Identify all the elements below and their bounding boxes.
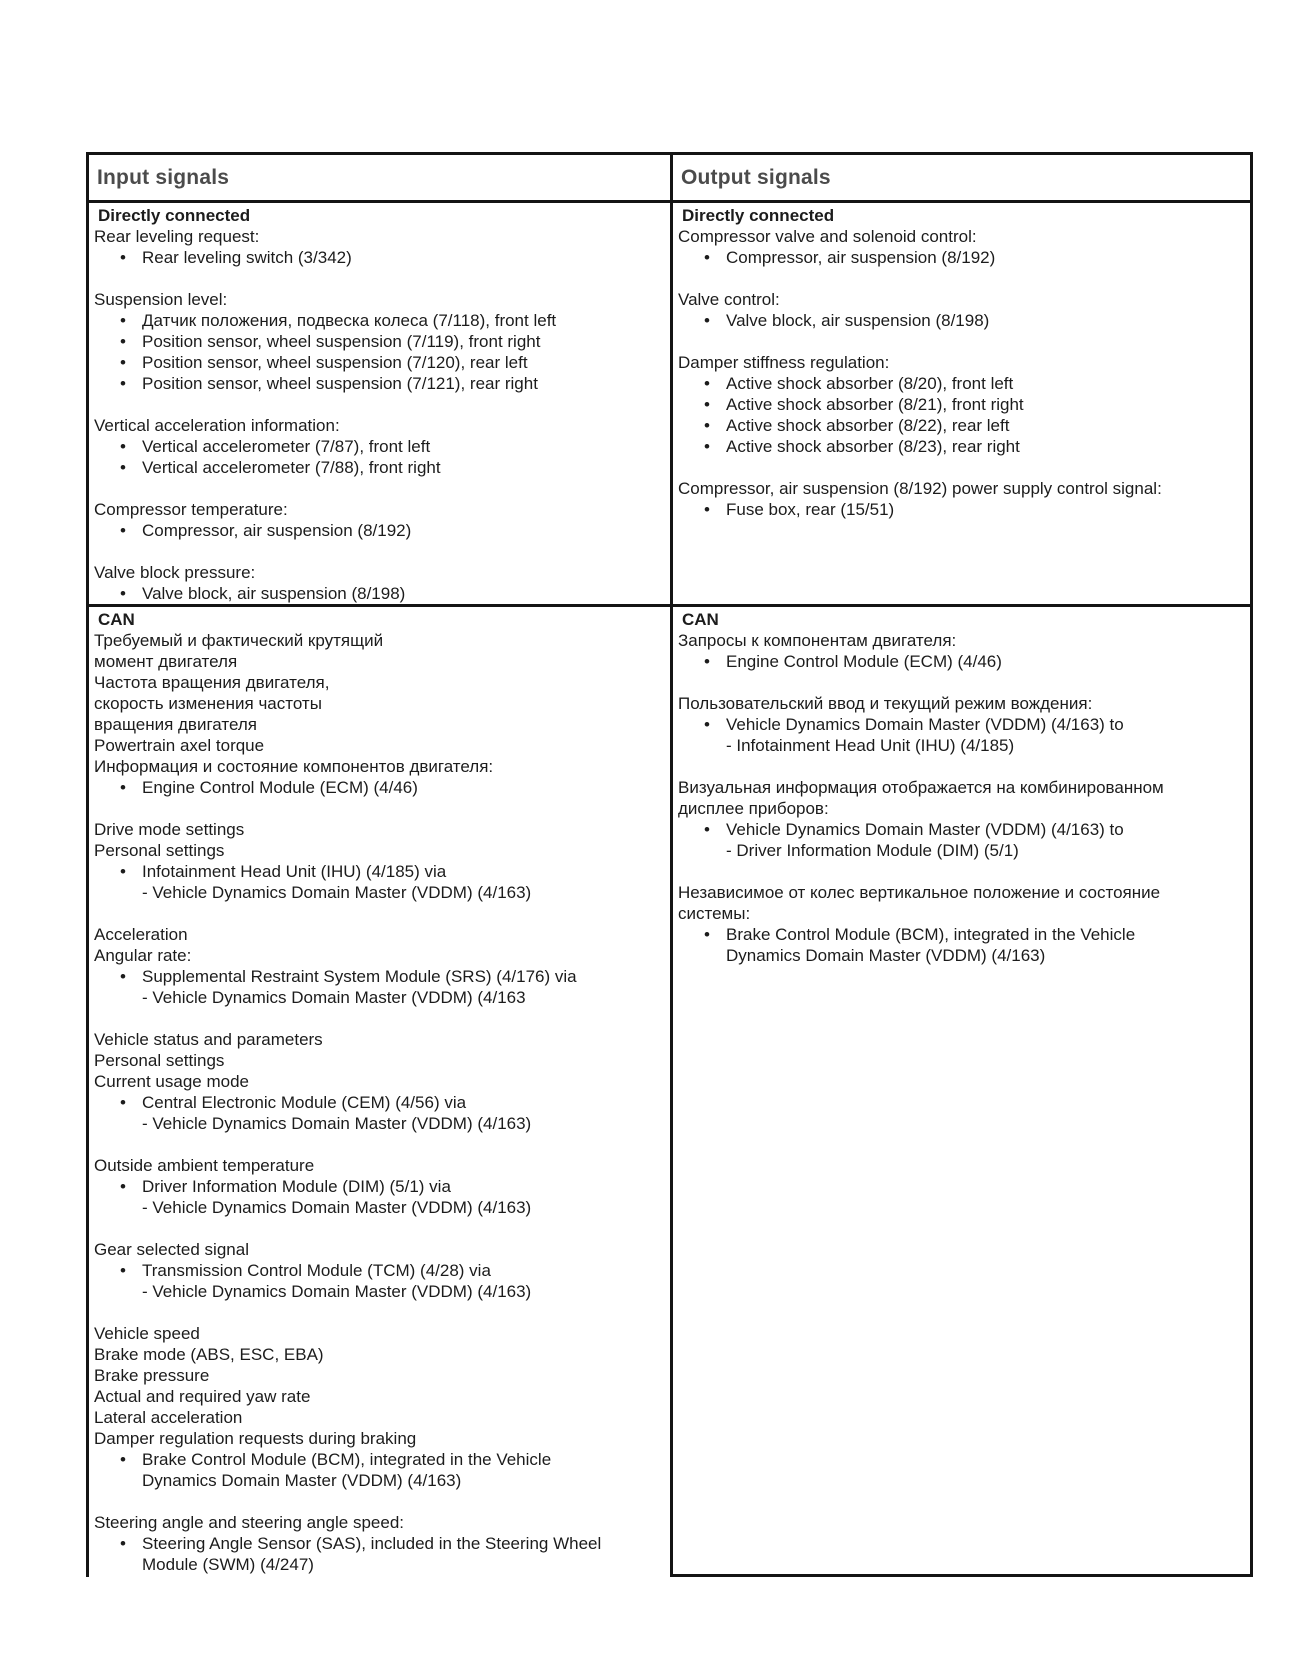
- continuation-line: Dynamics Domain Master (VDDM) (4/163): [726, 946, 1046, 965]
- text-line: вращения двигателя: [94, 715, 257, 734]
- text-line: Требуемый и фактический крутящий: [94, 631, 384, 650]
- text-line: Vertical acceleration information:: [94, 416, 340, 435]
- directly-connected-left-cell: [89, 203, 673, 604]
- bullet-item: • Active shock absorber (8/22), rear left: [673, 415, 1250, 436]
- spacer-line: [89, 541, 670, 562]
- sub-item: - Vehicle Dynamics Domain Master (VDDM) (4/163): [142, 1282, 532, 1301]
- spacer-line: [673, 672, 1250, 693]
- bullet-item: • Supplemental Restraint System Module (SRS) (4/176) via: [89, 966, 670, 987]
- bullet-item: • Steering Angle Sensor (SAS), included in the Steering Wheel: [89, 1533, 670, 1554]
- spacer-line: [673, 457, 1250, 478]
- bullet-item: • Vehicle Dynamics Domain Master (VDDM) (4/163) to: [673, 819, 1250, 840]
- text-line: Vehicle status and parameters: [94, 1030, 323, 1049]
- text-line: скорость изменения частоты: [94, 694, 322, 713]
- spacer-line: [89, 478, 670, 499]
- table-row-can: [89, 607, 1250, 1577]
- text-line: Brake mode (ABS, ESC, EBA): [94, 1345, 324, 1364]
- text-line: Частота вращения двигателя,: [94, 673, 330, 692]
- spacer-line: [89, 268, 670, 289]
- bullet-item: • Brake Control Module (BCM), integrated in the Vehicle: [673, 924, 1250, 945]
- spacer-line: [89, 394, 670, 415]
- text-line: Damper regulation requests during braking: [94, 1429, 417, 1448]
- text-line: Actual and required yaw rate: [94, 1387, 311, 1406]
- text-line: Compressor, air suspension (8/192) power supply control signal:: [678, 479, 1162, 498]
- sub-item: - Vehicle Dynamics Domain Master (VDDM) (4/163): [142, 1198, 532, 1217]
- bullet-item: • Valve block, air suspension (8/198): [89, 583, 670, 604]
- text-line: Compressor temperature:: [94, 500, 288, 519]
- bullet-item: • Central Electronic Module (CEM) (4/56) via: [89, 1092, 670, 1113]
- text-line: Steering angle and steering angle speed:: [94, 1513, 405, 1532]
- bullet-item: • Position sensor, wheel suspension (7/120), rear left: [89, 352, 670, 373]
- text-line: Vehicle speed: [94, 1324, 200, 1343]
- text-line: Suspension level:: [94, 290, 228, 309]
- section-heading: CAN: [98, 610, 135, 629]
- text-line: Personal settings: [94, 1051, 225, 1070]
- text-line: Запросы к компонентам двигателя:: [678, 631, 957, 650]
- bullet-item: • Active shock absorber (8/20), front left: [673, 373, 1250, 394]
- text-line: Current usage mode: [94, 1072, 249, 1091]
- bullet-item: • Active shock absorber (8/23), rear right: [673, 436, 1250, 457]
- spacer-line: [89, 1134, 670, 1155]
- text-line: Angular rate:: [94, 946, 192, 965]
- text-line: Независимое от колес вертикальное положение и состояние: [678, 883, 1161, 902]
- spacer-line: [89, 798, 670, 819]
- input-signals-header: Input signals: [89, 155, 673, 200]
- bullet-item: • Position sensor, wheel suspension (7/119), front right: [89, 331, 670, 352]
- text-line: Brake pressure: [94, 1366, 210, 1385]
- spacer-line: [673, 756, 1250, 777]
- signals-table: [86, 152, 1253, 1577]
- table-header-row: [89, 155, 1250, 203]
- bullet-item: • Engine Control Module (ECM) (4/46): [673, 651, 1250, 672]
- text-line: Gear selected signal: [94, 1240, 249, 1259]
- sub-item: - Infotainment Head Unit (IHU) (4/185): [726, 736, 1015, 755]
- section-heading: CAN: [682, 610, 719, 629]
- bullet-item: • Active shock absorber (8/21), front right: [673, 394, 1250, 415]
- sub-item: - Vehicle Dynamics Domain Master (VDDM) (4/163): [142, 1114, 532, 1133]
- spacer-line: [89, 903, 670, 924]
- text-line: момент двигателя: [94, 652, 238, 671]
- bullet-item: • Vehicle Dynamics Domain Master (VDDM) (4/163) to: [673, 714, 1250, 735]
- text-line: Compressor valve and solenoid control:: [678, 227, 977, 246]
- table-body: [89, 203, 1250, 1577]
- bullet-item: • Vertical accelerometer (7/87), front left: [89, 436, 670, 457]
- spacer-line: [89, 1008, 670, 1029]
- text-line: Rear leveling request:: [94, 227, 260, 246]
- text-line: дисплее приборов:: [678, 799, 829, 818]
- bullet-item: • Датчик положения, подвеска колеса (7/118), front left: [89, 310, 670, 331]
- text-line: Визуальная информация отображается на комбинированном: [678, 778, 1164, 797]
- spacer-line: [673, 861, 1250, 882]
- can-right-cell: [673, 607, 1250, 1577]
- bullet-item: • Transmission Control Module (TCM) (4/28) via: [89, 1260, 670, 1281]
- bullet-item: • Engine Control Module (ECM) (4/46): [89, 777, 670, 798]
- text-line: Lateral acceleration: [94, 1408, 243, 1427]
- sub-item: - Vehicle Dynamics Domain Master (VDDM) (4/163): [142, 883, 532, 902]
- bullet-item: • Fuse box, rear (15/51): [673, 499, 1250, 520]
- spacer-line: [673, 331, 1250, 352]
- directly-connected-right-cell: [673, 203, 1250, 604]
- bullet-item: • Compressor, air suspension (8/192): [673, 247, 1250, 268]
- text-line: Powertrain axel torque: [94, 736, 265, 755]
- text-line: Пользовательский ввод и текущий режим вождения:: [678, 694, 1093, 713]
- text-line: Valve control:: [678, 290, 780, 309]
- bullet-item: • Position sensor, wheel suspension (7/121), rear right: [89, 373, 670, 394]
- bullet-item: • Compressor, air suspension (8/192): [89, 520, 670, 541]
- spacer-line: [89, 1491, 670, 1512]
- text-line: Damper stiffness regulation:: [678, 353, 890, 372]
- bullet-item: • Vertical accelerometer (7/88), front right: [89, 457, 670, 478]
- section-heading: Directly connected: [98, 206, 251, 225]
- sub-item: - Driver Information Module (DIM) (5/1): [726, 841, 1019, 860]
- can-left-cell: [89, 607, 673, 1577]
- sub-item: - Vehicle Dynamics Domain Master (VDDM) (4/163: [142, 988, 526, 1007]
- bullet-item: • Rear leveling switch (3/342): [89, 247, 670, 268]
- text-line: Acceleration: [94, 925, 188, 944]
- bullet-item: • Driver Information Module (DIM) (5/1) via: [89, 1176, 670, 1197]
- table-row-directly-connected: [89, 203, 1250, 607]
- bullet-item: • Infotainment Head Unit (IHU) (4/185) via: [89, 861, 670, 882]
- spacer-line: [673, 268, 1250, 289]
- spacer-line: [89, 1302, 670, 1323]
- spacer-line: [89, 1218, 670, 1239]
- text-line: Valve block pressure:: [94, 563, 256, 582]
- output-signals-header: Output signals: [681, 165, 831, 189]
- text-line: Информация и состояние компонентов двигателя:: [94, 757, 494, 776]
- text-line: Drive mode settings: [94, 820, 245, 839]
- continuation-line: Dynamics Domain Master (VDDM) (4/163): [142, 1471, 462, 1490]
- text-line: системы:: [678, 904, 751, 923]
- section-heading: Directly connected: [682, 206, 835, 225]
- bullet-item: • Valve block, air suspension (8/198): [673, 310, 1250, 331]
- bullet-item: • Brake Control Module (BCM), integrated in the Vehicle: [89, 1449, 670, 1470]
- continuation-line: Module (SWM) (4/247): [142, 1555, 314, 1574]
- text-line: Personal settings: [94, 841, 225, 860]
- text-line: Outside ambient temperature: [94, 1156, 315, 1175]
